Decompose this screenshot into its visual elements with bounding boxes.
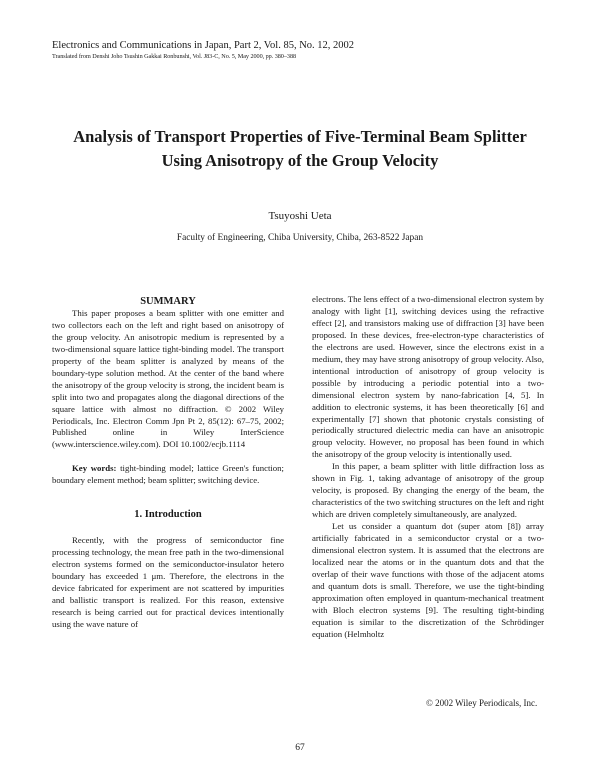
journal-citation: Electronics and Communications in Japan, Part 2, Vol. 85, No. 12, 2002 xyxy=(52,40,355,51)
intro-paragraph-1: Recently, with the progress of semiconductor fine processing technology, the mean free path in the two-dimensional electron systems formed on the semiconductor-insulator hetero boundary has exceeded 1 μm. Therefore, the electrons in the device fabricated for experiment are not scattered by impurities and ballistic transport is realized. For this reason, extensive research is being carried out for practical devices intentionally using the wave nature of xyxy=(52,535,284,629)
left-column xyxy=(52,296,284,631)
summary-heading: SUMMARY xyxy=(140,296,196,307)
keywords-text: tight-binding model; lattice Green's function; boundary element method; beam splitter; switching device. xyxy=(52,463,284,486)
introduction-heading: 1. Introduction xyxy=(134,509,202,521)
summary-text: This paper proposes a beam splitter with one emitter and two collectors each on the left and right based on anisotropy of the group velocity. An anisotropic medium is represented by a two-dimensional square lattice tight-binding model. The transport property of the beam splitter is analyzed by means of the boundary-type solution method. At the center of the band where the anisotropy of the group velocity is strong, the incident beam is split into two and propagates along the diagonal directions of the square lattice with almost no diffraction. © 2002 Wiley Periodicals, Inc. Electron Comm Jpn Pt 2, 85(12): 67–75, 2002; Published online in Wiley InterScience (www.interscience.wiley.com). DOI 10.1002/ecjb.1114 xyxy=(52,307,284,450)
author-name: Tsuyoshi Ueta xyxy=(268,210,332,222)
page-number: 67 xyxy=(295,743,305,753)
title-line-1: Analysis of Transport Properties of Five-Terminal Beam Splitter xyxy=(73,127,527,146)
intro-paragraph-1-continued: electrons. The lens effect of a two-dimensional electron system by analogy with light [1], switching devices using the refractive effect [2], and transistors making use of diffraction [3] have been proposed. In these devices, free-electron-type characteristics of the electrons are used. However, since the electrons exist in a medium, they may have strong anisotropy of group velocity. Also, intentional introduction of anisotropy of group velocity is possible by introducing a periodic potential into a two-dimensional electron system by nano-fabrication [4, 5]. In addition to electronic systems, it has been theoretically [6] and experimentally [7] shown that photonic crystals consisting of periodically structured dielectric media can have an anisotropic group velocity. However, no proposal has been found in which the anisotropy of the group velocity is intentionally used. xyxy=(312,294,544,460)
right-column xyxy=(312,294,544,641)
keywords xyxy=(52,463,284,487)
title-line-2: Using Anisotropy of the Group Velocity xyxy=(161,151,439,170)
keywords-label: Key words: xyxy=(72,463,117,474)
copyright-notice: © 2002 Wiley Periodicals, Inc. xyxy=(426,698,538,708)
intro-paragraph-3: Let us consider a quantum dot (super atom [8]) array artificially fabricated in a semiconductor crystal or a two-dimensional electron system. It is assumed that the electrons are localized near the atoms or in the quantum dots and that the overlap of their wave functions with those of the adjacent atoms and quantum dots is small. Therefore, we use the tight-binding approximation often employed in quantum-mechanical treatment with Bloch electron systems [9]. The resulting tight-binding equation is similar to the discretization of the Schrödinger equation (Helmholtz xyxy=(312,521,544,639)
paper-title xyxy=(30,125,570,173)
intro-paragraph-2: In this paper, a beam splitter with little diffraction loss as shown in Fig. 1, taking advantage of anisotropy of the group velocity, is proposed. By changing the energy of the beam, the characteristics of the two switching structures on the left and right which are driven completely simultaneously, are analyzed. xyxy=(312,461,544,520)
translation-note: Translated from Denshi Joho Tsushin Gakkai Ronbunshi, Vol. J83-C, No. 5, May 2000, pp. 380–388 xyxy=(52,53,297,60)
author-affiliation: Faculty of Engineering, Chiba University, Chiba, 263-8522 Japan xyxy=(176,233,424,243)
